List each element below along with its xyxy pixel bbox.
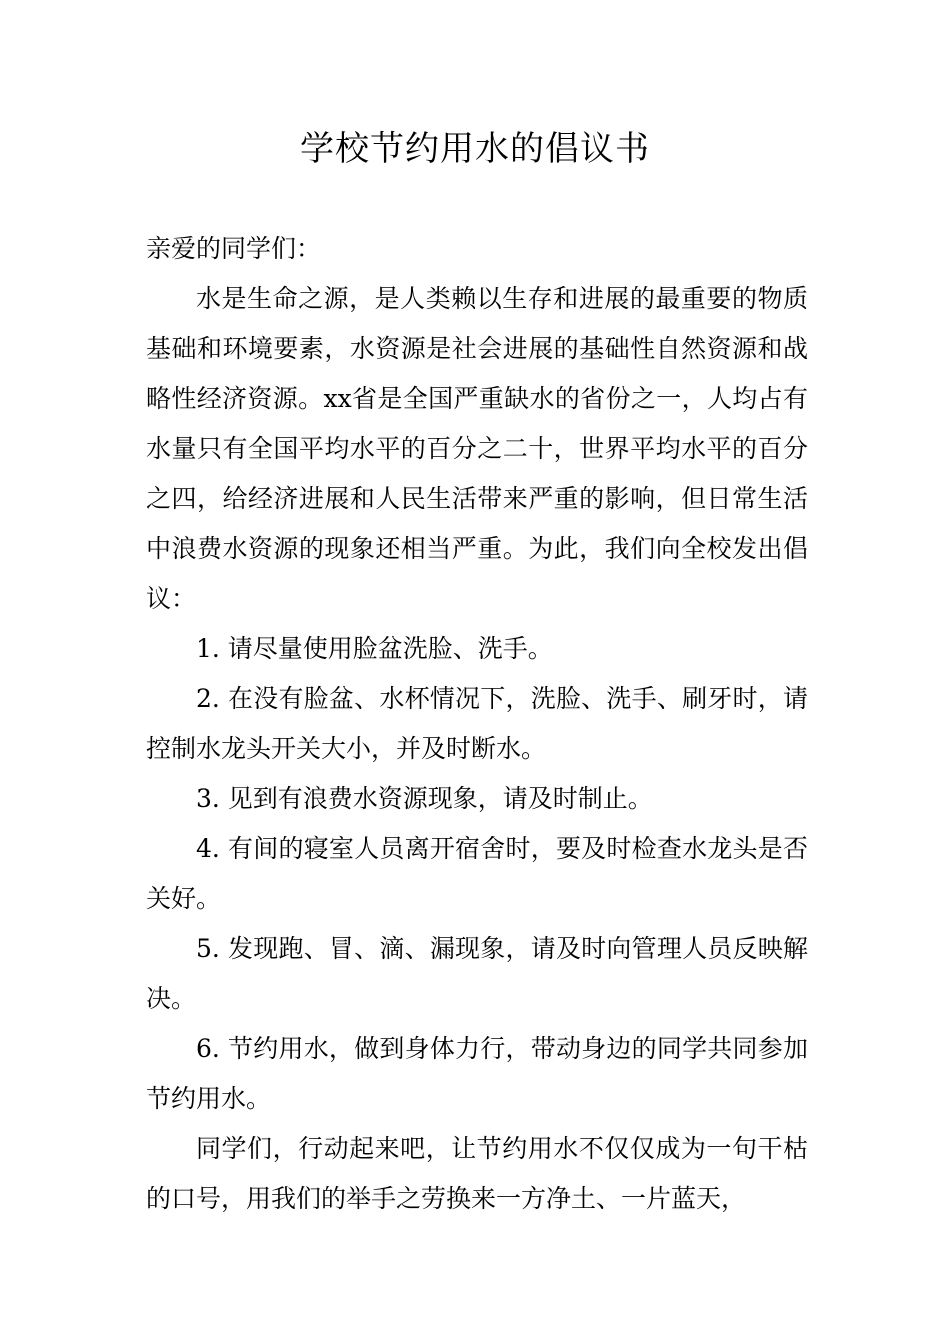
list-item: 2. 在没有脸盆、水杯情况下，洗脸、洗手、刷牙时，请控制水龙头开关大小，并及时断水。 bbox=[146, 684, 808, 763]
document-title: 学校节约用水的倡议书 bbox=[300, 129, 650, 169]
list-item: 6. 节约用水，做到身体力行，带动身边的同学共同参加节约用水。 bbox=[146, 1034, 808, 1113]
salutation: 亲爱的同学们： bbox=[146, 234, 322, 263]
list-item: 1. 请尽量使用脸盆洗脸、洗手。 bbox=[196, 634, 553, 663]
list-item: 3. 见到有浪费水资源现象，请及时制止。 bbox=[196, 784, 653, 813]
list-item: 4. 有间的寝室人员离开宿舍时，要及时检查水龙头是否关好。 bbox=[146, 834, 808, 913]
closing-paragraph: 同学们，行动起来吧，让节约用水不仅仅成为一句干枯的口号，用我们的举手之劳换来一方净土、一片蓝天， bbox=[146, 1134, 808, 1213]
intro-paragraph: 水是生命之源，是人类赖以生存和进展的最重要的物质基础和环境要素，水资源是社会进展的基础性自然资源和战略性经济资源。xx省是全国严重缺水的省份之一，人均占有水量只有全国平均水平的百分之二十，世界平均水平的百分之四，给经济进展和人民生活带来严重的影响，但日常生活中浪费水资源的现象还相当严重。为此，我们向全校发出倡议： bbox=[146, 284, 808, 613]
document-body bbox=[146, 224, 808, 1224]
list-item: 5. 发现跑、冒、滴、漏现象，请及时向管理人员反映解决。 bbox=[146, 934, 808, 1013]
